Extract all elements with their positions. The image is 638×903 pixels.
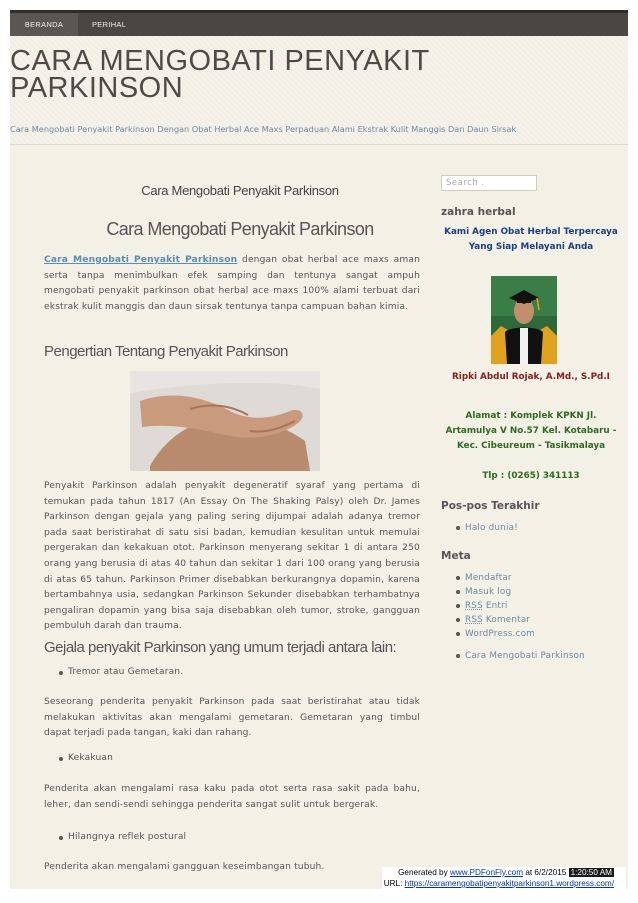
meta-rss-entries-link[interactable] bbox=[441, 599, 535, 613]
section-heading-gejala: Gejala penyakit Parkinson yang umum terjadi antara lain: bbox=[44, 639, 397, 656]
intro-paragraph bbox=[44, 253, 420, 315]
rss-abbr: RSS bbox=[465, 615, 483, 625]
owner-portrait bbox=[491, 276, 557, 364]
rss-abbr: RSS bbox=[465, 601, 483, 611]
recent-post-link[interactable]: Halo dunia! bbox=[441, 521, 518, 535]
section-heading-pengertian: Pengertian Tentang Penyakit Parkinson bbox=[44, 343, 288, 360]
footer-line-2 bbox=[384, 878, 614, 889]
pdfonfly-link[interactable]: www.PDFonFly.com bbox=[449, 868, 524, 877]
footer-generated-label: Generated by bbox=[398, 868, 450, 877]
extra-links-list bbox=[441, 649, 585, 663]
pdf-footer bbox=[382, 867, 626, 889]
owner-name: Ripki Abdul Rojak, A.Md., S.Pd.I bbox=[452, 372, 610, 382]
meta-links-list bbox=[441, 571, 535, 641]
site-tagline: Cara Mengobati Penyakit Parkinson Dengan Obat Herbal Ace Maxs Perpaduan Alami Ekstrak Kulit Manggis Dan Daun Sirsak bbox=[10, 124, 517, 134]
agent-text: Kami Agen Obat Herbal Terpercaya Yang Siap Melayani Anda bbox=[444, 227, 618, 252]
symptom-tremor: Tremor atau Gemetaran. bbox=[54, 665, 430, 681]
nav-perihal[interactable]: PERIHAL bbox=[92, 20, 127, 29]
extra-post-link[interactable]: Cara Mengobati Parkinson bbox=[441, 649, 585, 663]
footer-line-1 bbox=[398, 867, 614, 878]
post-heading: Cara Mengobati Penyakit Parkinson bbox=[106, 219, 374, 239]
footer-url-label: URL: bbox=[383, 879, 405, 888]
symptom-kekakuan-text: Penderita akan mengalami rasa kaku pada otot serta rasa sakit pada bahu, leher, dan sendi-sendi sehingga penderita sangat sulit untuk bergerak. bbox=[44, 784, 420, 810]
meta-rss-comments-link[interactable] bbox=[441, 613, 535, 627]
symptom-list-1 bbox=[54, 665, 430, 681]
footer-url-link[interactable]: https://caramengobatipenyakitparkinson1.wordpress.com/ bbox=[404, 879, 614, 888]
widget-title-zahra: zahra herbal bbox=[441, 206, 516, 218]
widget-title-recent: Pos-pos Terakhir bbox=[441, 500, 540, 512]
intro-text: dengan obat herbal ace maxs aman serta tanpa menimbulkan efek samping dan tentunya sangat ampuh mengobati penyakit parkinson obat herbal ace maxs 100% alami terbuat dari ekstrak kulit manggis dan daun sirsak tentunya tanpa campuan bahan kimia. bbox=[44, 255, 420, 312]
pengertian-paragraph: Penyakit Parkinson adalah penyakit degeneratif syaraf yang pertama di temukan pada tahun 1817 (An Essay On The Shaking Palsy) oleh Dr. James Parkinson dengan gejala yang paling sering dijumpai adalah adanya tremor pada saat beristirahat di satu sisi badan, kemudian kesulitan untuk memulai pergerakan dan kekakuan otot. Parkinson menyerang sekitar 1 di antara 250 orang yang berusia di atas 40 tahun dan sekitar 1 dari 100 orang yang berusia di atas 65 tahun. Parkinson Primer disebabkan berkurangnya dopamin, karena bertambahnya usia, sedangkan Parkinson Sekunder disebabkan terhambatnya pengaliran dopamin yang bisa saja disebabkan oleh tumor, stroke, gangguan pembuluh darah dan trauma. bbox=[44, 481, 420, 632]
owner-address: Alamat : Komplek KPKN Jl. Artamulya V No.57 Kel. Kotabaru - Kec. Cibeureum - Tasikmalaya bbox=[445, 411, 617, 451]
top-navbar bbox=[10, 10, 628, 36]
meta-login-link[interactable]: Masuk log bbox=[441, 585, 535, 599]
site-title[interactable]: CARA MENGOBATI PENYAKIT PARKINSON bbox=[10, 45, 430, 104]
owner-portrait-image bbox=[491, 276, 557, 364]
symptom-reflek-text: Penderita akan mengalami gangguan keseimbangan tubuh. bbox=[44, 862, 325, 872]
page-body bbox=[10, 144, 628, 889]
rss-entries-label: Entri bbox=[482, 601, 508, 611]
site-header bbox=[10, 36, 628, 144]
symptom-list-2 bbox=[54, 751, 430, 767]
footer-time: 1:20:50 AM bbox=[570, 868, 612, 877]
recent-posts-list bbox=[441, 521, 518, 535]
nav-beranda[interactable]: BERANDA bbox=[10, 13, 78, 36]
widget-title-meta: Meta bbox=[441, 550, 471, 562]
hands-photo bbox=[130, 371, 320, 471]
search-input[interactable]: Search . bbox=[441, 175, 537, 191]
footer-date: at 6/2/2015 bbox=[523, 868, 569, 877]
symptom-list-3 bbox=[54, 830, 430, 846]
symptom-reflek: Hilangnya reflek postural bbox=[54, 830, 430, 846]
hands-photo-image bbox=[130, 371, 320, 471]
owner-phone: Tlp : (0265) 341113 bbox=[482, 471, 580, 481]
meta-register-link[interactable]: Mendaftar bbox=[441, 571, 535, 585]
rss-comments-label: Komentar bbox=[482, 615, 531, 625]
post-title-small[interactable]: Cara Mengobati Penyakit Parkinson bbox=[141, 183, 339, 198]
symptom-kekakuan: Kekakuan bbox=[54, 751, 430, 767]
symptom-tremor-text: Seseorang penderita penyakit Parkinson pada saat beristirahat atau tidak melakukan aktivitas akan mengalami gemetaran. Gemetaran yang timbul dapat terjadi pada tangan, kaki dan rahang. bbox=[44, 697, 420, 739]
intro-link[interactable]: Cara Mengobati Penyakit Parkinson bbox=[44, 255, 238, 265]
meta-wordpress-link[interactable]: WordPress.com bbox=[441, 627, 535, 641]
